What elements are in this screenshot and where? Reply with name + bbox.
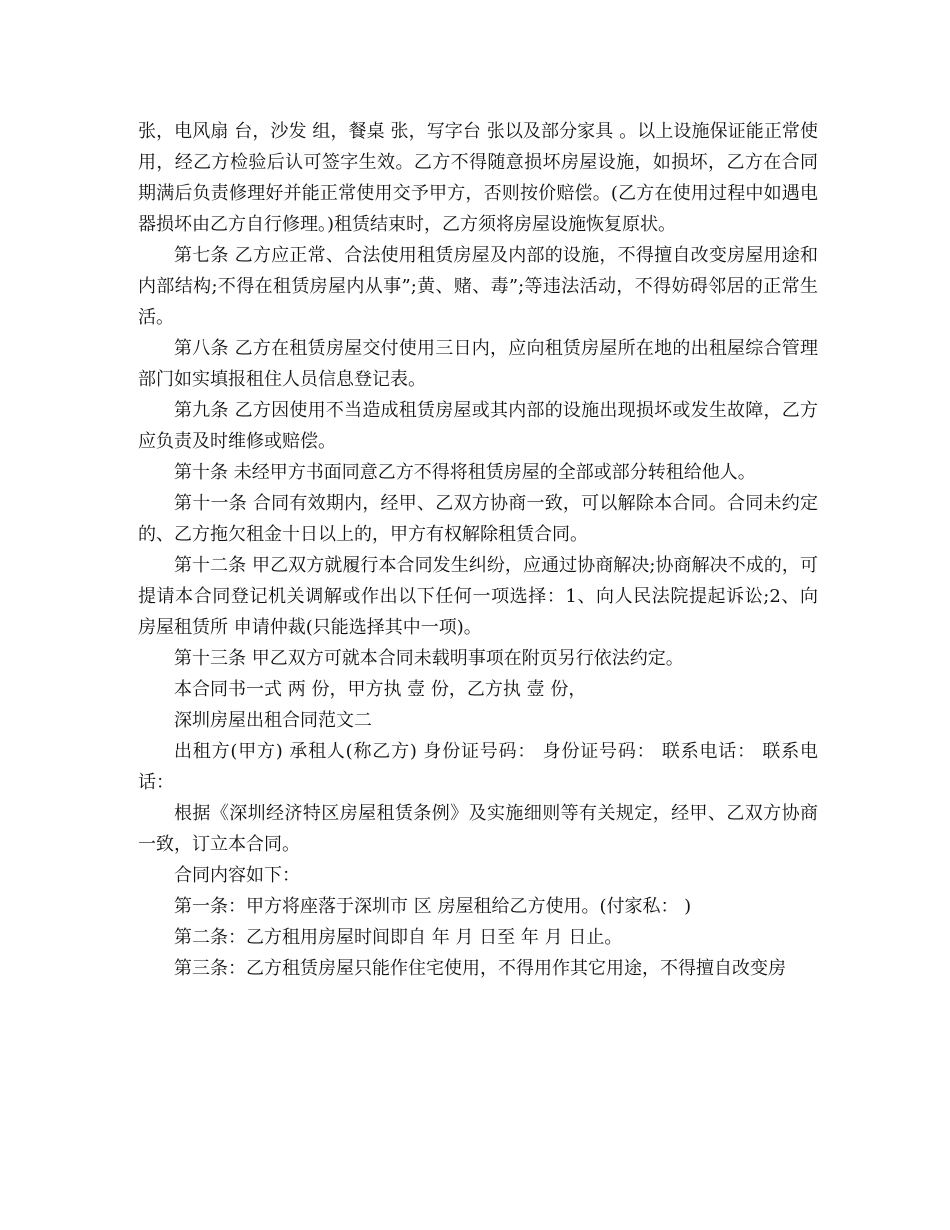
paragraph-clause-3: 第三条：乙方租赁房屋只能作住宅使用，不得用作其它用途，不得擅自改变房 — [174, 958, 786, 979]
paragraph-contents-intro: 合同内容如下： — [174, 865, 300, 886]
paragraph-clause-2: 第二条：乙方租用房屋时间即自 年 月 日至 年 月 日止。 — [174, 927, 623, 948]
paragraph-parties: 出租方(甲方) 承租人(称乙方) 身份证号码： 身份证号码： 联系电话： 联系电话： — [138, 741, 818, 793]
paragraph-article-10: 第十条 未经甲方书面同意乙方不得将租赁房屋的全部或部分转租给他人。 — [174, 462, 756, 483]
paragraph-article-11: 第十一条 合同有效期内，经甲、乙双方协商一致，可以解除本合同。合同未约定的、乙方拖欠租金十日以上的，甲方有权解除租赁合同。 — [138, 493, 818, 545]
paragraph-article-8: 第八条 乙方在租赁房屋交付使用三日内，应向租赁房屋所在地的出租屋综合管理部门如实填报租住人员信息登记表。 — [138, 338, 818, 390]
paragraph-basis: 根据《深圳经济特区房屋租赁条例》及实施细则等有关规定，经甲、乙双方协商一致，订立本合同。 — [138, 803, 818, 855]
paragraph-article-12: 第十二条 甲乙双方就履行本合同发生纠纷，应通过协商解决;协商解决不成的，可提请本合同登记机关调解或作出以下任何一项选择：1、向人民法院提起诉讼;2、向 房屋租赁所 申请仲裁(只能选择其中一项)。 — [138, 555, 818, 638]
paragraph-copies: 本合同书一式 两 份，甲方执 壹 份，乙方执 壹 份， — [174, 679, 587, 700]
paragraph-clause-1: 第一条：甲方将座落于深圳市 区 房屋租给乙方使用。(付家私： ) — [174, 896, 692, 917]
document-body — [138, 116, 818, 984]
paragraph-facilities: 张，电风扇 台，沙发 组，餐桌 张，写字台 张以及部分家具 。以上设施保证能正常使用，经乙方检验后认可签字生效。乙方不得随意损坏房屋设施，如损坏，乙方在合同期满后负责修理好并能正常使用交予甲方，否则按价赔偿。(乙方在使用过程中如遇电器损坏由乙方自行修理。)租赁结束时，乙方须将房屋设施恢复原状。 — [138, 121, 818, 235]
paragraph-article-7: 第七条 乙方应正常、合法使用租赁房屋及内部的设施，不得擅自改变房屋用途和内部结构;不得在租赁房屋内从事”;黄、赌、毒”;等违法活动，不得妨碍邻居的正常生活。 — [138, 245, 818, 328]
section-heading-sample-2: 深圳房屋出租合同范文二 — [174, 710, 372, 731]
paragraph-article-9: 第九条 乙方因使用不当造成租赁房屋或其内部的设施出现损坏或发生故障，乙方应负责及时维修或赔偿。 — [138, 400, 818, 452]
paragraph-article-13: 第十三条 甲乙双方可就本合同未载明事项在附页另行依法约定。 — [174, 648, 684, 669]
